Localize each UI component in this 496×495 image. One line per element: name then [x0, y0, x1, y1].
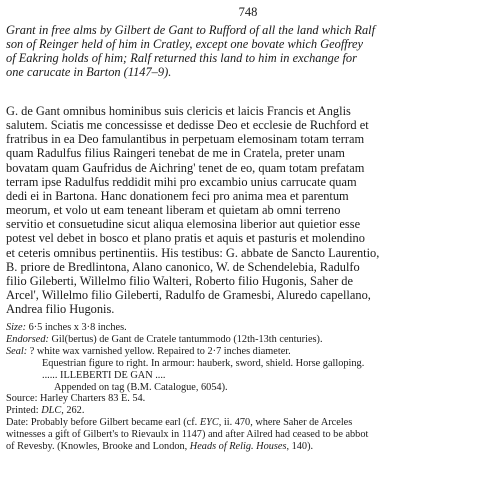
printed-page: , 262. — [61, 405, 85, 417]
source-note: Source: Harley Charters 83 E. 54. — [6, 393, 146, 405]
date-note-line-2: witnesses a gift of Gilbert's to Rievaulx in 1147) and after Ailred had ceased to be abbot — [6, 429, 369, 441]
date-text-b: , ii. 470, where Saher de Arceles — [218, 417, 353, 429]
seal-appendage: Appended on tag (B.M. Catalogue, 6054). — [54, 381, 228, 393]
printed-label: Printed: — [6, 405, 42, 417]
charter-abstract: Grant in free alms by Gilbert de Gant to Rufford of all the land which Ralf son of Reinger held of him in Cratley, except one bovate which Geoffrey of Eakring holds of him; Ralf returned this land to him in exchange for one carucate in Barton (1147–9). — [6, 23, 376, 80]
date-text-c: of Revesby. (Knowles, Brooke and London, — [6, 441, 190, 453]
date-eyc: EYC — [199, 417, 219, 429]
date-heads: Heads of Relig. Houses — [189, 441, 287, 453]
size-note — [6, 322, 490, 334]
seal-description: Equestrian figure to right. In armour: hauberk, sword, shield. Horse galloping. — [42, 357, 365, 369]
date-text-a: Date: Probably before Gilbert became earl (cf. — [6, 417, 200, 429]
endorsed-note — [6, 334, 490, 346]
printed-work: DLC — [41, 405, 62, 417]
seal-note — [6, 346, 490, 358]
page-number: 748 — [238, 5, 258, 19]
seal-value: ? white wax varnished yellow. Repaired to 2·7 inches diameter. — [27, 345, 291, 357]
charter-text: G. de Gant omnibus hominibus suis clericis et laicis Francis et Anglis salutem. Sciatis me concessisse et dedisse Deo et ecclesie de Ruchford et fratribus in ea Deo famulantibus in perpetuam elemosinam totam terram quam Radulfus filius Raingeri tenebat de me in Cratela, preter unam bovatam quam Gaufridus de Aichring' tenet de eo, quam totam prefatam terram ipse Radulfus reddidit mihi pro excambio unius carrucate quam dedi ei in Bartona. Hanc donationem feci pro anima mea et parentum meorum, et volo ut eam teneant liberam et quietam ab omni terreno servitio et consuetudine sicut aliqua elemosina liberior aut quietior esse potest vel debet in bosco et plano pratis et aquis et pasturis et molendino et ceteris omnibus pertinentiis. His testibus: G. abbate de Sancto Laurentio, B. priore de Bredlintona, Alano canonico, W. de Schendelebia, Radulfo filio Gileberti, Willelmo filio Walteri, Roberto filio Hugonis, Saher de Arcel', Willelmo filio Gileberti, Radulfo de Gramesbi, Aluredo capellano, Andrea filio Hugonis. — [6, 104, 380, 317]
size-label: Size: — [6, 322, 27, 333]
endorsed-value: Gil(bertus) de Gant de Cratele tantummodo (12th-13th centuries). — [48, 333, 323, 345]
charter-notes — [6, 322, 490, 453]
date-text-d: , 140). — [286, 441, 314, 453]
size-value: 6·5 inches x 3·8 inches. — [26, 322, 127, 333]
printed-note — [6, 405, 490, 417]
seal-legend: ...... ILLEBERTI DE GAN .... — [42, 369, 166, 381]
seal-label: Seal: — [6, 345, 28, 357]
date-note-line-3 — [6, 441, 490, 453]
date-note-line-1 — [6, 417, 490, 429]
endorsed-label: Endorsed: — [6, 333, 49, 345]
